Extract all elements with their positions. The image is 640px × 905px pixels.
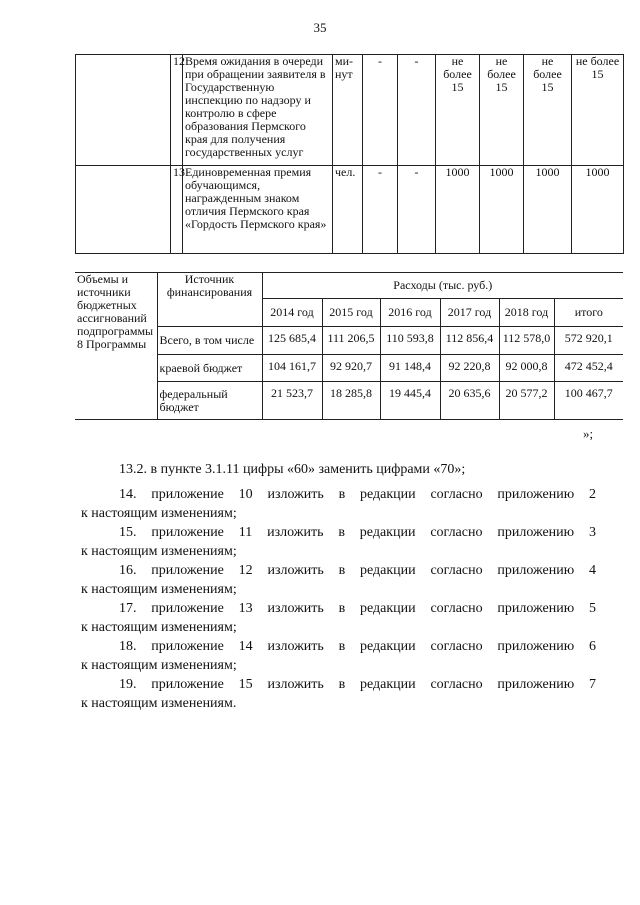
value-cell: не более 15	[572, 55, 624, 166]
budget-label: Объемы и источники бюджетных ассигнований подпрограммы 8 Программы	[75, 273, 157, 420]
year-header: 2017 год	[440, 299, 499, 327]
table-row	[75, 273, 623, 299]
paragraph	[81, 485, 596, 523]
value-cell: -	[363, 55, 398, 166]
table-row	[76, 55, 624, 166]
year-header: 2015 год	[322, 299, 380, 327]
value-cell: 18 285,8	[322, 382, 380, 420]
source-label: краевой бюджет	[157, 355, 262, 382]
source-label: Всего, в том числе	[157, 327, 262, 355]
paragraph	[81, 561, 596, 599]
value-cell: 104 161,7	[262, 355, 322, 382]
value-cell: 110 593,8	[380, 327, 440, 355]
row-number: 12	[171, 55, 183, 166]
indicator-name: Время ожидания в очереди при обращении заявителя в Государственную инспекцию по надзору и контролю в сфере образования Пермского края для получения государственных услуг	[183, 55, 333, 166]
value-cell: 112 578,0	[499, 327, 554, 355]
paragraph-continuation: к настоящим изменениям;	[81, 620, 237, 635]
value-cell: 20 577,2	[499, 382, 554, 420]
value-cell: 21 523,7	[262, 382, 322, 420]
indicator-name: Единовременная премия обучающимся, награжденным знаком отличия Пермского края «Гордость Пермского края»	[183, 166, 333, 254]
paragraph-text: 14. приложение 10 изложить в редакции согласно приложению 2	[119, 487, 596, 502]
source-header: Источник финансирования	[157, 273, 262, 327]
table-row	[75, 355, 623, 382]
expenses-header: Расходы (тыс. руб.)	[262, 273, 623, 299]
paragraph-continuation: к настоящим изменениям;	[81, 658, 237, 673]
paragraph-continuation: к настоящим изменениям;	[81, 544, 237, 559]
unit-cell: ми-нут	[333, 55, 363, 166]
value-cell: не более 15	[524, 55, 572, 166]
source-label: федеральный бюджет	[157, 382, 262, 420]
value-cell: 111 206,5	[322, 327, 380, 355]
value-cell: 92 000,8	[499, 355, 554, 382]
value-cell: -	[363, 166, 398, 254]
value-cell: 1000	[480, 166, 524, 254]
value-cell: 572 920,1	[554, 327, 623, 355]
row-number: 13	[171, 166, 183, 254]
paragraph-text: 18. приложение 14 изложить в редакции согласно приложению 6	[119, 639, 596, 654]
value-cell: не более 15	[436, 55, 480, 166]
value-cell: 1000	[572, 166, 624, 254]
paragraph-text: 13.2. в пункте 3.1.11 цифры «60» заменить цифрами «70»;	[119, 462, 466, 477]
table-row	[75, 327, 623, 355]
paragraph	[81, 523, 596, 561]
unit-cell: чел.	[333, 166, 363, 254]
value-cell: 472 452,4	[554, 355, 623, 382]
value-cell: 1000	[524, 166, 572, 254]
paragraph	[81, 675, 596, 713]
value-cell: 100 467,7	[554, 382, 623, 420]
value-cell: -	[398, 166, 436, 254]
paragraph	[81, 637, 596, 675]
closing-quote: »;	[583, 426, 594, 441]
value-cell: 20 635,6	[440, 382, 499, 420]
paragraph-text: 16. приложение 12 изложить в редакции согласно приложению 4	[119, 563, 596, 578]
page-number: 35	[313, 20, 327, 35]
value-cell: 112 856,4	[440, 327, 499, 355]
table-row	[76, 166, 624, 254]
value-cell: 92 220,8	[440, 355, 499, 382]
value-cell: 125 685,4	[262, 327, 322, 355]
paragraph-continuation: к настоящим изменениям;	[81, 506, 237, 521]
paragraph-continuation: к настоящим изменениям;	[81, 582, 237, 597]
paragraph	[81, 460, 596, 479]
year-header: 2016 год	[380, 299, 440, 327]
empty-cell	[76, 166, 171, 254]
value-cell: не более 15	[480, 55, 524, 166]
paragraph-text: 19. приложение 15 изложить в редакции согласно приложению 7	[119, 677, 596, 692]
year-header: 2014 год	[262, 299, 322, 327]
empty-cell	[76, 55, 171, 166]
value-cell: -	[398, 55, 436, 166]
paragraph	[81, 599, 596, 637]
value-cell: 1000	[436, 166, 480, 254]
indicators-table	[75, 54, 624, 254]
paragraph-text: 17. приложение 13 изложить в редакции согласно приложению 5	[119, 601, 596, 616]
paragraph-continuation: к настоящим изменениям.	[81, 696, 237, 711]
budget-table	[75, 272, 623, 420]
year-header: 2018 год	[499, 299, 554, 327]
year-header: итого	[554, 299, 623, 327]
value-cell: 92 920,7	[322, 355, 380, 382]
value-cell: 91 148,4	[380, 355, 440, 382]
paragraph-text: 15. приложение 11 изложить в редакции согласно приложению 3	[119, 525, 596, 540]
value-cell: 19 445,4	[380, 382, 440, 420]
table-row	[75, 382, 623, 420]
